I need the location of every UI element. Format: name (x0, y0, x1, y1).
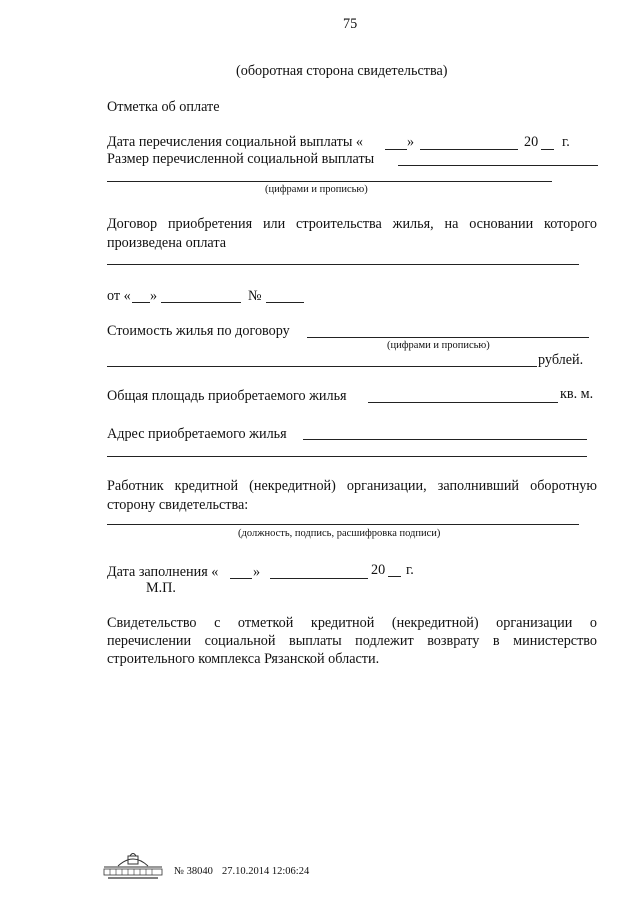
stamp-placeholder: М.П. (146, 580, 176, 596)
address-label: Адрес приобретаемого жилья (107, 426, 287, 442)
employee-line-1: Работник кредитной (некредитной) организации, заполнивший оборотную (107, 478, 597, 494)
cost-blank (307, 337, 589, 338)
contract-line-1: Договор приобретения или строительства жилья, на основании которого (107, 216, 597, 232)
employee-hint: (должность, подпись, расшифровка подписи) (238, 528, 441, 539)
fill-year-prefix: 20 (371, 562, 386, 578)
employee-line-2: сторону свидетельства: (107, 497, 249, 513)
fill-date-label: Дата заполнения « (107, 564, 219, 580)
transfer-year-blank (541, 149, 554, 150)
transfer-date-label: Дата перечисления социальной выплаты « (107, 134, 363, 150)
registry-stamp-logo (100, 850, 166, 882)
contract-day-blank (132, 302, 150, 303)
transfer-amount-label: Размер перечисленной социальной выплаты (107, 151, 375, 167)
area-blank (368, 402, 558, 403)
area-unit: кв. м. (560, 386, 594, 402)
page-number: 75 (343, 16, 358, 32)
payment-mark-title: Отметка об оплате (107, 99, 220, 115)
transfer-year-prefix: 20 (524, 134, 539, 150)
fill-month-blank (270, 578, 368, 579)
employee-blank (107, 524, 579, 525)
cost-hint: (цифрами и прописью) (387, 340, 490, 351)
fill-day-blank (230, 578, 252, 579)
transfer-amount-blank-2 (107, 181, 552, 182)
address-blank-2 (107, 456, 587, 457)
cost-label: Стоимость жилья по договору (107, 323, 290, 339)
area-label: Общая площадь приобретаемого жилья (107, 388, 347, 404)
fill-year-suffix: г. (406, 562, 414, 578)
footer-datetime: 27.10.2014 12:06:24 (222, 866, 310, 877)
transfer-day-blank (385, 149, 407, 150)
cost-currency: рублей. (538, 352, 584, 368)
transfer-amount-blank (398, 165, 598, 166)
cost-blank-2 (107, 366, 537, 367)
fill-date-quote-close: » (253, 564, 261, 580)
transfer-month-blank (420, 149, 518, 150)
notice-line-1: Свидетельство с отметкой кредитной (некредитной) организации о (107, 615, 597, 631)
contract-quote-close: » (150, 288, 158, 304)
contract-line-2: произведена оплата (107, 235, 227, 251)
notice-line-2: перечислении социальной выплаты подлежит возврату в министерство (107, 633, 597, 649)
transfer-date-quote-close: » (407, 134, 415, 150)
fill-year-blank (388, 576, 401, 577)
address-blank (303, 439, 587, 440)
footer-document-number: № 38040 (174, 866, 213, 877)
contract-blank (107, 264, 579, 265)
contract-date-blank (161, 302, 241, 303)
notice-line-3: строительного комплекса Рязанской области. (107, 651, 380, 667)
transfer-amount-hint: (цифрами и прописью) (265, 184, 368, 195)
contract-number-sign: № (248, 288, 262, 304)
contract-number-blank (266, 302, 304, 303)
transfer-year-suffix: г. (562, 134, 570, 150)
page-heading: (оборотная сторона свидетельства) (236, 63, 448, 79)
contract-from-label: от « (107, 288, 131, 304)
